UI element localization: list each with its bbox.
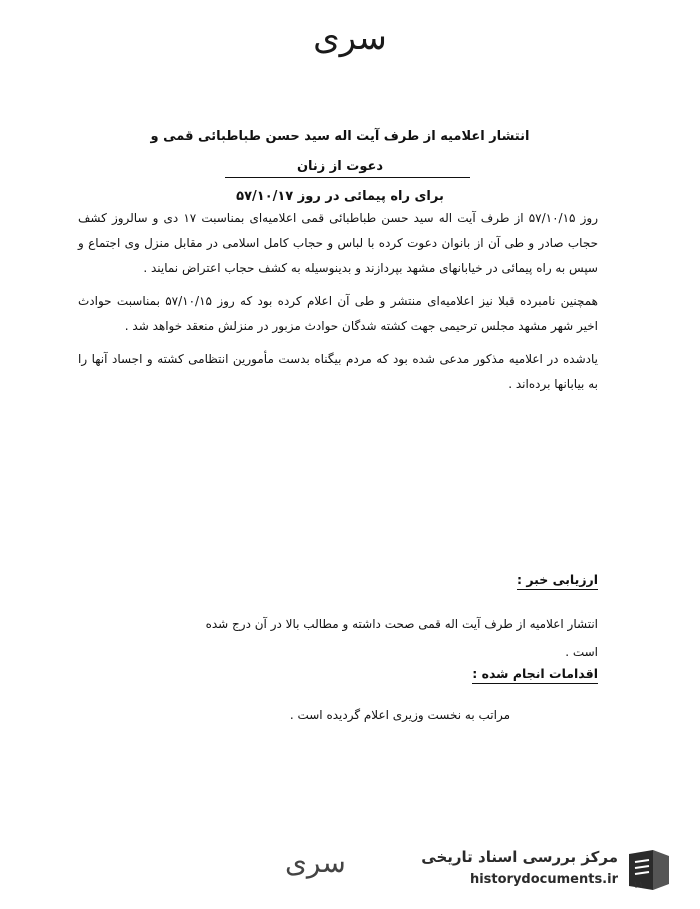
evaluation-heading: ارزیابی خبر : bbox=[517, 572, 598, 590]
document-title bbox=[130, 122, 550, 212]
title-line-1: انتشار اعلامیه از طرف آیت اله سید حسن طباطبائی قمی و دعوت از زنان bbox=[150, 129, 530, 174]
archive-logo-icon bbox=[623, 846, 675, 894]
title-underline bbox=[225, 177, 470, 178]
evaluation-text bbox=[78, 610, 598, 666]
page-number: ۱۱ bbox=[633, 880, 644, 891]
body-paragraph-1: روز ۵۷/۱۰/۱۵ از طرف آیت اله سید حسن طباطبائی قمی اعلامیه‌ای بمناسبت ۱۷ دی و سالروز کشف حجاب صادر و طی آن از بانوان دعوت کرده با لباس و حجاب کامل اسلامی در مقابل منزل وی اجتماع و سپس به راه پیمائی در خیابانهای مشهد بپردازند و بدینوسیله به کشف حجاب اعتراض نمایند . bbox=[78, 211, 598, 275]
classification-stamp-top: سری bbox=[313, 18, 387, 58]
body-paragraph-3: یادشده در اعلامیه مذکور مدعی شده بود که مردم بیگناه بدست مأمورین انتظامی کشته و اجساد آنها را به بیابانها برده‌اند . bbox=[78, 352, 598, 391]
title-line-2: برای راه پیمائی در روز ۵۷/۱۰/۱۷ bbox=[236, 189, 444, 204]
body-paragraph-2: همچنین نامبرده قبلا نیز اعلامیه‌ای منتشر و طی آن اعلام کرده بود که روز ۵۷/۱۰/۱۵ بمناسبت حوادث اخیر شهر مشهد مجلس ترحیمی جهت کشته شدگان حوادث مزبور در منزلش منعقد خواهد شد . bbox=[78, 294, 598, 333]
watermark-url: historydocuments.ir bbox=[469, 872, 618, 887]
watermark-org-name: مرکز بررسی اسناد تاریخی bbox=[421, 848, 618, 866]
actions-text: مراتب به نخست وزیری اعلام گردیده است . bbox=[289, 708, 510, 722]
actions-heading: اقدامات انجام شده : bbox=[472, 666, 598, 684]
evaluation-text-line-1: انتشار اعلامیه از طرف آیت اله قمی صحت داشته و مطالب بالا در آن درج شده bbox=[205, 617, 598, 631]
document-body bbox=[78, 206, 598, 397]
evaluation-text-line-2: است . bbox=[565, 645, 598, 659]
classification-stamp-bottom: سری bbox=[285, 846, 346, 879]
